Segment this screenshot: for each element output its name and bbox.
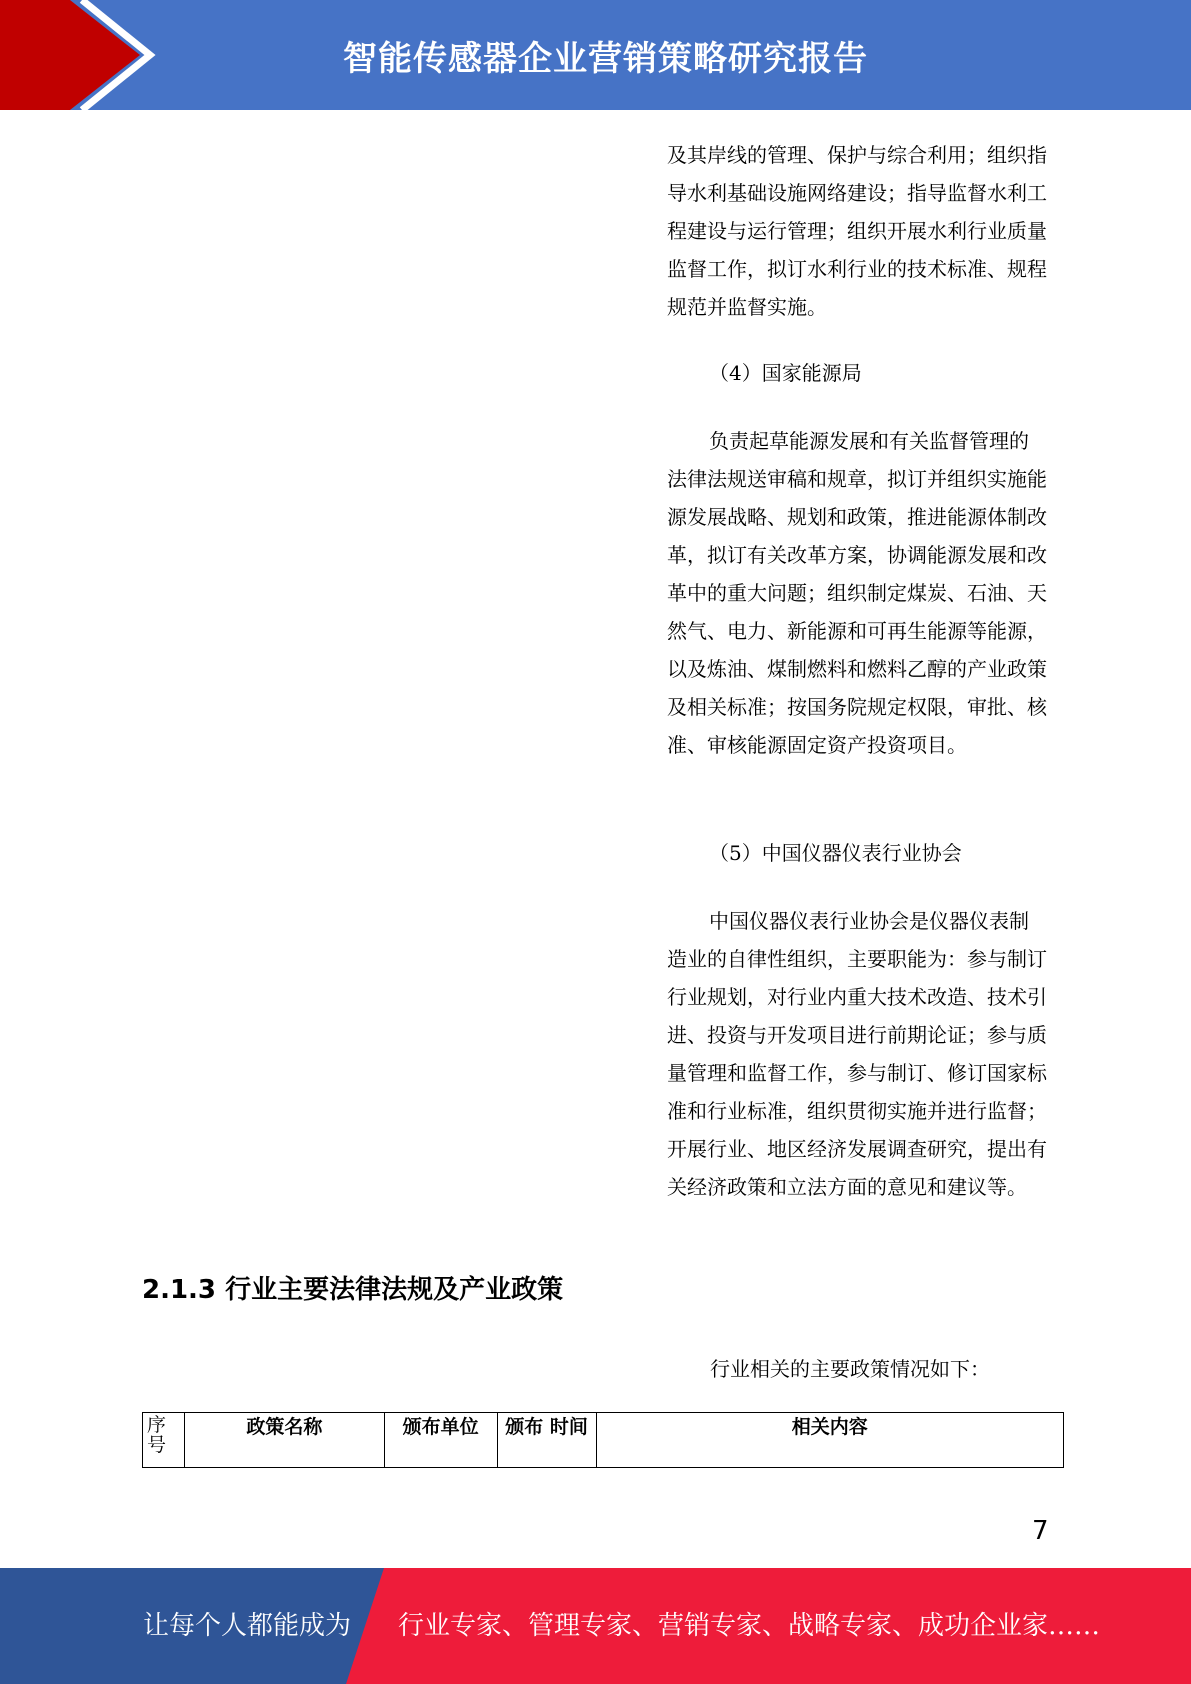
table-header-row — [143, 1413, 1064, 1468]
footer-slogan-right: 行业专家、管理专家、营销专家、战略专家、成功企业家…… — [398, 1611, 1101, 1641]
body-column — [667, 136, 1047, 326]
item4-text-block — [667, 422, 1047, 764]
page-number: 7 — [1032, 1516, 1049, 1546]
policy-table — [142, 1412, 1064, 1468]
item5-text-block — [667, 902, 1047, 1206]
paragraph-energy-administration: 负责起草能源发展和有关监督管理的法律法规送审稿和规章，拟订并组织实施能源发展战略、规划和政策，推进能源体制改革，拟订有关改革方案，协调能源发展和改革中的重大问题；组织制定煤炭、石油、天然气、电力、新能源和可再生能源等能源，以及炼油、煤制燃料和燃料乙醇的产业政策及相关标准；按国务院规定权限，审批、核准、审核能源固定资产投资项目。 — [667, 429, 1047, 757]
col-header-issuer: 颁布单位 — [384, 1413, 497, 1468]
col-header-issue-date: 颁布 时间 — [497, 1413, 596, 1468]
item4-block — [667, 354, 1047, 392]
item4-title: （4）国家能源局 — [709, 361, 862, 385]
table-intro: 行业相关的主要政策情况如下： — [710, 1357, 990, 1381]
paragraph-water-resources: 及其岸线的管理、保护与综合利用；组织指导水利基础设施网络建设；指导监督水利工程建设与运行管理；组织开展水利行业质量监督工作，拟订水利行业的技术标准、规程规范并监督实施。 — [667, 143, 1047, 319]
col-header-policy-name: 政策名称 — [184, 1413, 384, 1468]
col-header-content: 相关内容 — [596, 1413, 1063, 1468]
section-heading: 2.1.3 行业主要法律法规及产业政策 — [142, 1275, 564, 1305]
footer-slogan-left: 让每个人都能成为 — [143, 1611, 352, 1641]
item5-title: （5）中国仪器仪表行业协会 — [709, 841, 962, 865]
col-header-seq: 序号 — [143, 1413, 185, 1468]
paragraph-instrument-association: 中国仪器仪表行业协会是仪器仪表制造业的自律性组织，主要职能为：参与制订行业规划，对行业内重大技术改造、技术引进、投资与开发项目进行前期论证；参与质量管理和监督工作，参与制订、修订国家标准和行业标准，组织贯彻实施并进行监督；开展行业、地区经济发展调查研究，提出有关经济政策和立法方面的意见和建议等。 — [667, 909, 1047, 1199]
page-footer — [0, 1568, 1191, 1684]
page-header — [0, 0, 1191, 110]
report-title: 智能传感器企业营销策略研究报告 — [343, 38, 868, 79]
item5-block — [667, 834, 1047, 872]
